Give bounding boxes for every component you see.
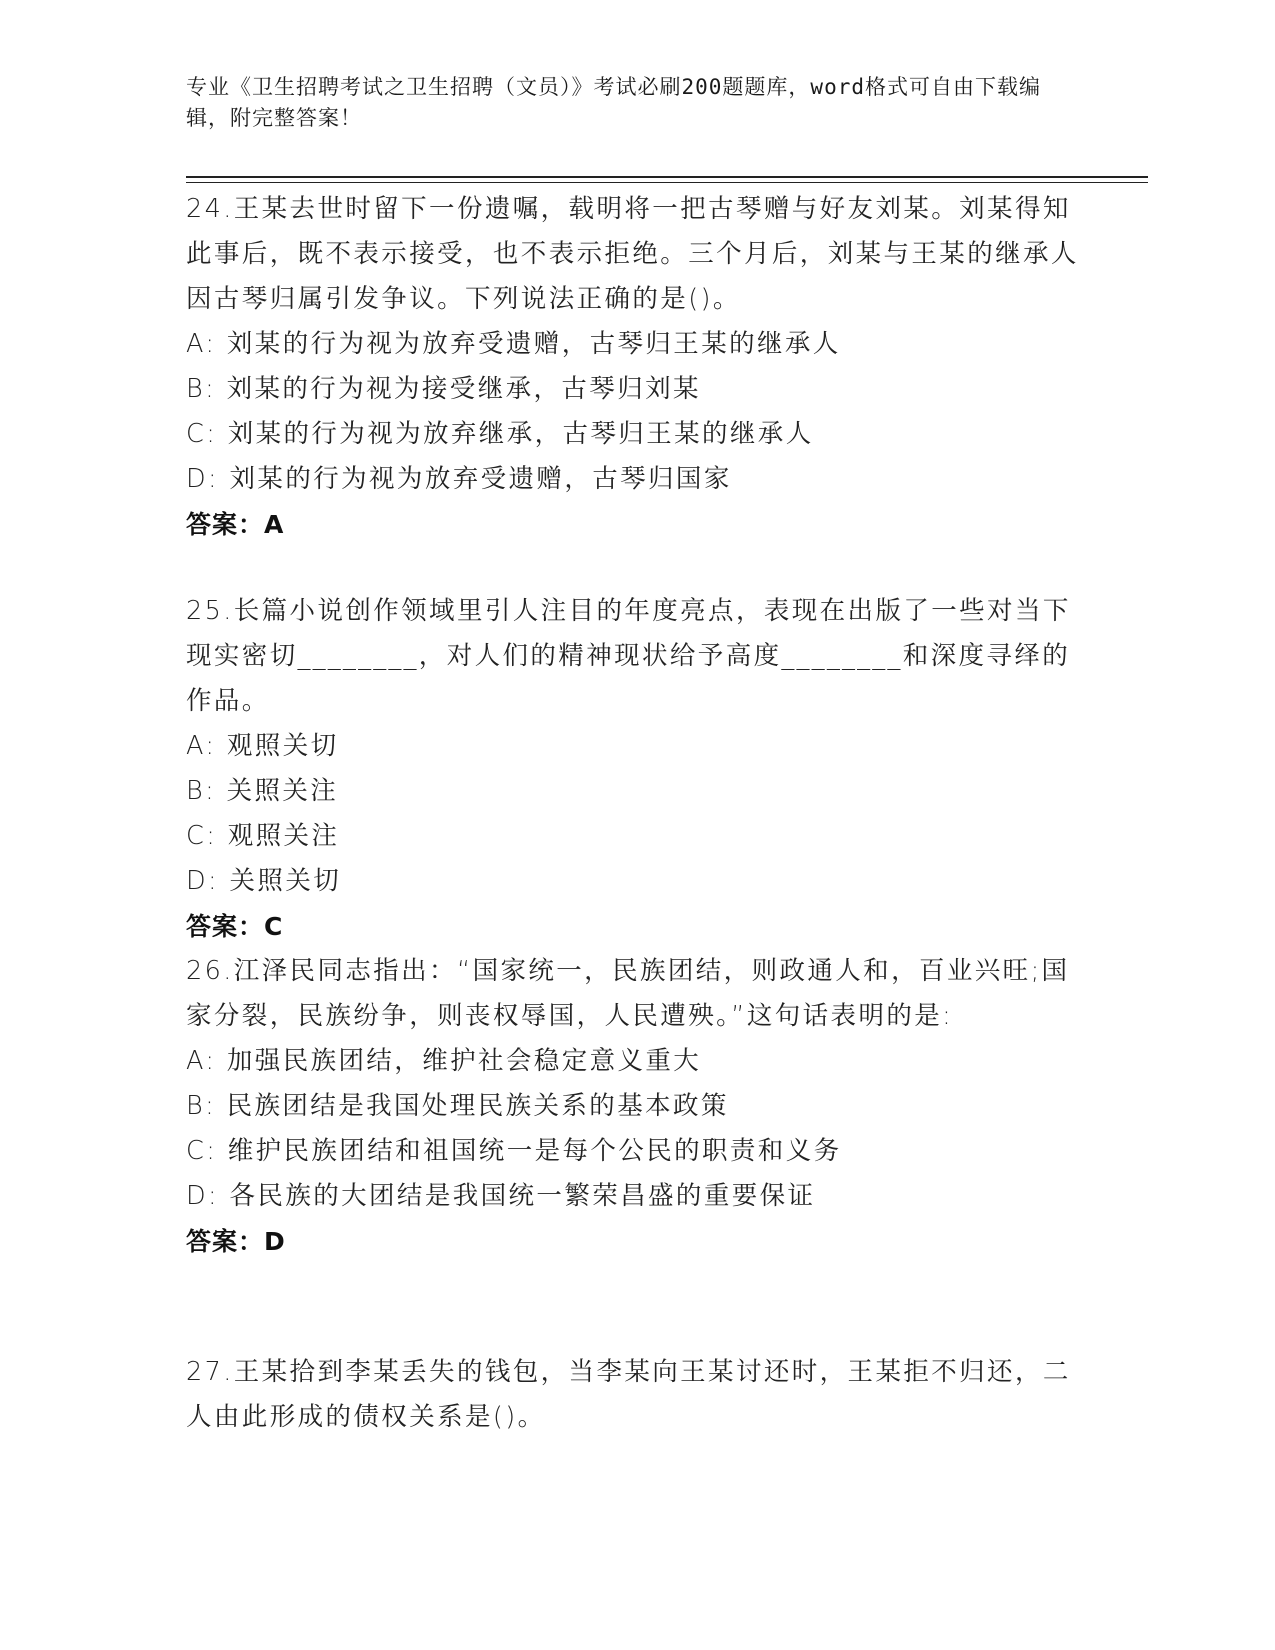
question-stem: 26.江泽民同志指出：“国家统一，民族团结，则政通人和，百业兴旺;国家分裂，民族纷争，则丧权辱国，人民遭殃。”这句话表明的是: [186, 956, 1070, 1031]
option-a: A: 观照关切 [186, 731, 339, 761]
question-24 [186, 187, 1086, 548]
question-27 [186, 1350, 1086, 1440]
option-d: D: 刘某的行为视为放弃受遗赠，古琴归国家 [186, 464, 732, 494]
option-b: B: 关照关注 [186, 776, 339, 806]
document-header: 专业《卫生招聘考试之卫生招聘（文员）》考试必刷200题题库，word格式可自由下载编辑，附完整答案！ [186, 75, 1041, 130]
option-c: C: 观照关注 [186, 821, 340, 851]
option-b: B: 刘某的行为视为接受继承，古琴归刘某 [186, 374, 701, 404]
answer: 答案：D [186, 1227, 286, 1256]
question-stem: 25.长篇小说创作领域里引人注目的年度亮点，表现在出版了一些对当下现实密切________，对人们的精神现状给予高度________和深度寻绎的作品。 [186, 596, 1071, 716]
question-26 [186, 949, 1086, 1265]
option-d: D: 各民族的大团结是我国统一繁荣昌盛的重要保证 [186, 1181, 816, 1211]
answer: 答案：A [186, 510, 285, 539]
option-a: A: 加强民族团结，维护社会稳定意义重大 [186, 1046, 702, 1076]
question-stem: 27.王某拾到李某丢失的钱包，当李某向王某讨还时，王某拒不归还，二人由此形成的债权关系是()。 [186, 1357, 1071, 1432]
header-divider-thick [186, 176, 1148, 178]
question-stem: 24.王某去世时留下一份遗嘱，载明将一把古琴赠与好友刘某。刘某得知此事后，既不表示接受，也不表示拒绝。三个月后，刘某与王某的继承人因古琴归属引发争议。下列说法正确的是()。 [186, 194, 1079, 314]
option-a: A: 刘某的行为视为放弃受遗赠，古琴归王某的继承人 [186, 329, 841, 359]
answer: 答案：C [186, 912, 284, 941]
question-25 [186, 589, 1086, 950]
option-c: C: 维护民族团结和祖国统一是每个公民的职责和义务 [186, 1136, 842, 1166]
option-c: C: 刘某的行为视为放弃继承，古琴归王某的继承人 [186, 419, 814, 449]
option-d: D: 关照关切 [186, 866, 342, 896]
header-divider-thin [186, 182, 1148, 183]
option-b: B: 民族团结是我国处理民族关系的基本政策 [186, 1091, 729, 1121]
